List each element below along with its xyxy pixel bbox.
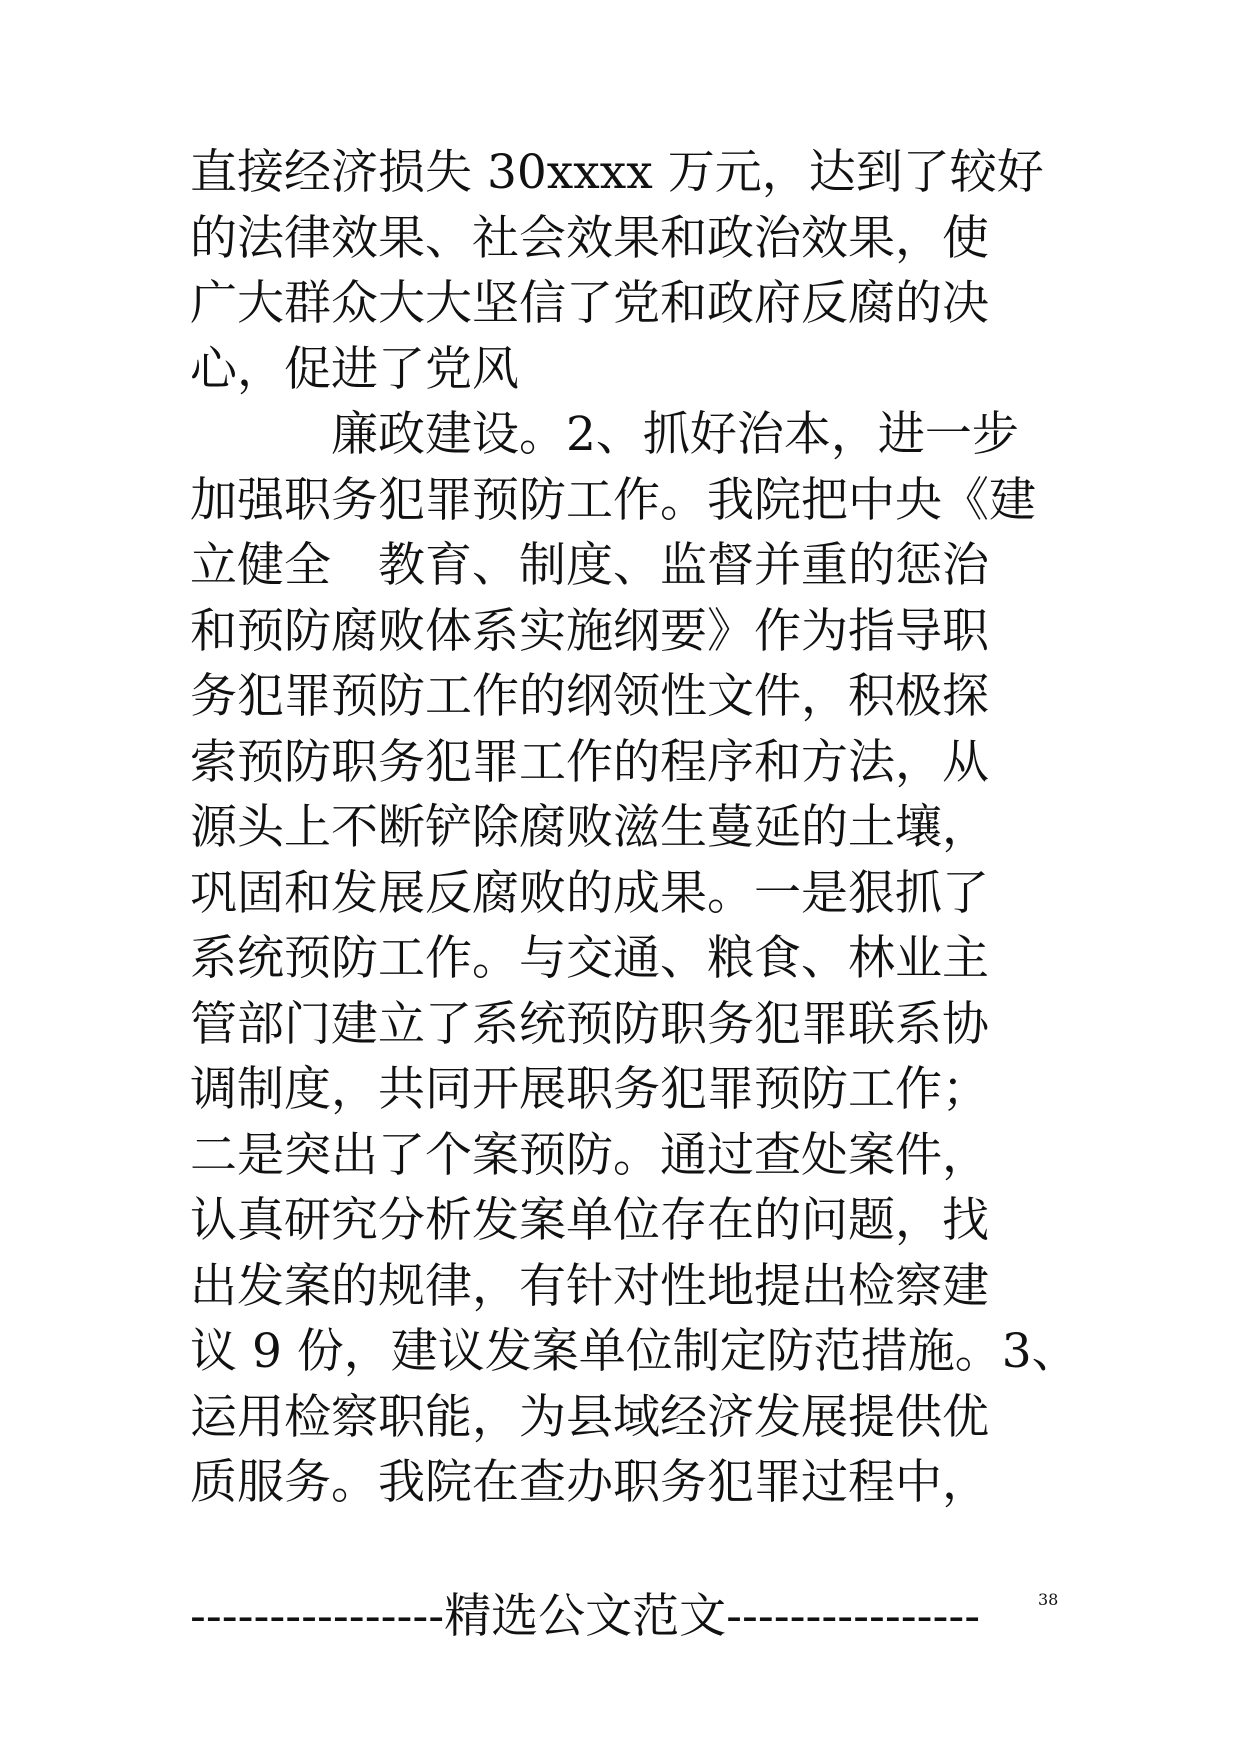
body-line-5: 廉政建设。2、抓好治本，进一步 xyxy=(190,407,1019,462)
body-line-9: 务犯罪预防工作的纲领性文件，积极探 xyxy=(190,669,989,724)
page-number: 38 xyxy=(1038,1590,1059,1609)
body-line-15: 调制度，共同开展职务犯罪预防工作； xyxy=(190,1062,989,1117)
body-line-8: 和预防腐败体系实施纲要》作为指导职 xyxy=(190,603,989,659)
body-line-12: 巩固和发展反腐败的成果。一是狠抓了 xyxy=(190,865,989,921)
body-line-14: 管部门建立了系统预防职务犯罪联系协 xyxy=(190,996,989,1052)
body-line-11: 源头上不断铲除腐败滋生蔓延的土壤， xyxy=(190,800,989,855)
body-line-1: 直接经济损失 30xxxx 万元，达到了较好 xyxy=(190,145,1044,200)
body-line-19: 议 9 份，建议发案单位制定防范措施。3、 xyxy=(190,1324,1079,1379)
body-line-20: 运用检察职能，为县域经济发展提供优 xyxy=(190,1389,989,1445)
body-line-16: 二是突出了个案预防。通过查处案件， xyxy=(190,1127,989,1183)
body-line-6: 加强职务犯罪预防工作。我院把中央《建 xyxy=(190,472,1036,528)
body-line-7: 立健全 教育、制度、监督并重的惩治 xyxy=(190,538,989,593)
body-line-2: 的法律效果、社会效果和政治效果，使 xyxy=(190,210,989,266)
body-line-13: 系统预防工作。与交通、粮食、林业主 xyxy=(190,931,989,986)
body-line-21: 质服务。我院在查办职务犯罪过程中， xyxy=(190,1455,989,1510)
footer-text: ----------------精选公文范文---------------- xyxy=(190,1589,981,1644)
body-line-4: 心，促进了党风 xyxy=(190,341,519,397)
body-line-18: 出发案的规律，有针对性地提出检察建 xyxy=(190,1258,989,1314)
body-line-10: 索预防职务犯罪工作的程序和方法，从 xyxy=(190,734,989,790)
document-body xyxy=(190,140,1079,1516)
body-line-3: 广大群众大大坚信了党和政府反腐的决 xyxy=(190,276,989,331)
body-line-17: 认真研究分析发案单位存在的问题，找 xyxy=(190,1193,989,1248)
page-footer xyxy=(190,1582,1070,1652)
